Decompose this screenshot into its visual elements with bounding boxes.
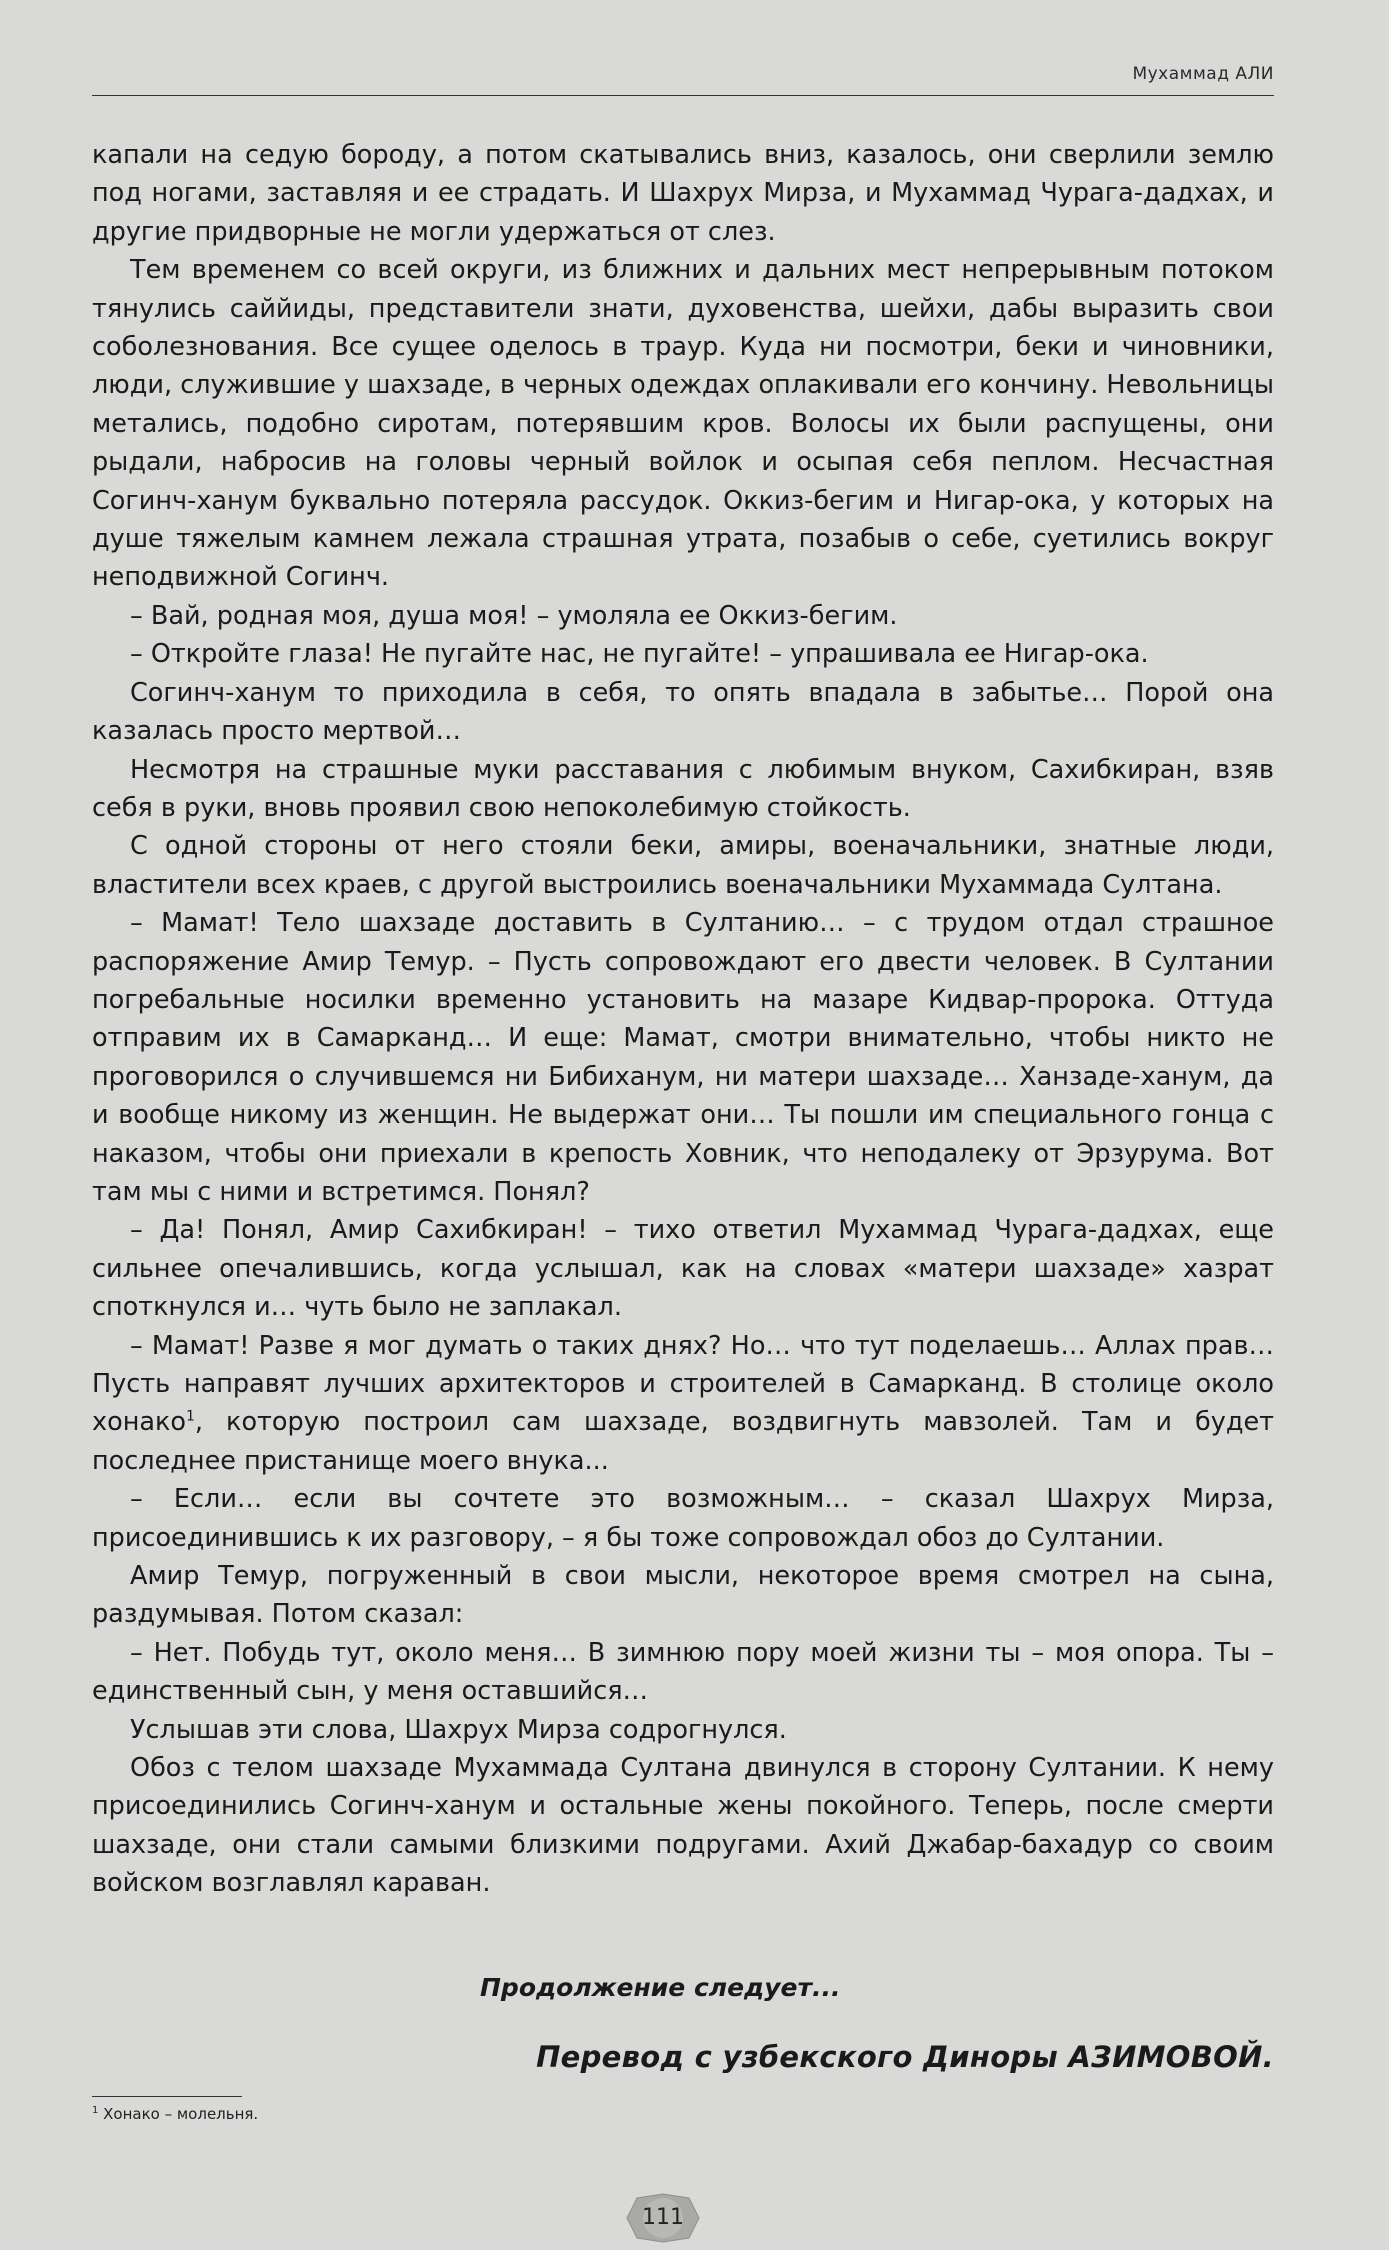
paragraph: – Если… если вы сочтете это возможным… – сказал Шахрух Мирза, присоединившись к их разговору, – я бы тоже сопровождал обоз до Султании. [92,1484,1274,1553]
paragraph: Несмотря на страшные муки расставания с любимым внуком, Сахибкиран, взяв себя в руки, вновь проявил свою непоколебимую стойкость. [92,754,1274,823]
footnote [92,2105,258,2123]
paragraph: – Нет. Побудь тут, около меня… В зимнюю пору моей жизни ты – моя опора. Ты – единственный сын, у меня оставшийся… [92,1637,1274,1707]
to-be-continued: Продолжение следует... [480,1973,841,2002]
paragraph-head: – Мамат! Разве я мог думать о таких днях? Но… что тут поделаешь… Аллах прав… Пусть направят лучших архитекторов и строителей в Самарканд. В столице около хонако [92,1330,1274,1438]
translator-credit: Перевод с узбекского Диноры АЗИМОВОЙ. [536,2040,1274,2074]
footnote-marker: 1 [92,2105,99,2116]
paragraph: капали на седую бороду, а потом скатывались вниз, казалось, они сверлили землю под ногами, заставляя и ее страдать. И Шахрух Мирза, и Мухаммад Чурага-дадхах, и другие придворные не могли удержаться от слез. [92,140,1274,247]
paragraph: Услышав эти слова, Шахрух Мирза содрогнулся. [130,1714,787,1745]
paragraph: Тем временем со всей округи, из ближних и дальних мест непрерывным потоком тянулись саййиды, представители знати, духовенства, шейхи, дабы выразить свои соболезнования. Все сущее оделось в траур. Куда ни посмотри, беки и чиновники, люди, служившие у шахзаде, в черных одеждах оплакивали его кончину. Невольницы метались, подобно сиротам, потерявшим кров. Волосы их были распущены, они рыдали, набросив на головы черный войлок и осыпая себя пеплом. Несчастная Согинч-ханум буквально потеряла рассудок. Оккиз-бегим и Нигар-ока, у которых на душе тяжелым камнем лежала страшная утрата, позабыв о себе, суетились вокруг неподвижной Согинч. [92,255,1274,593]
paragraph: – Мамат! Тело шахзаде доставить в Султанию… – с трудом отдал страшное распоряжение Амир Темур. – Пусть сопровождают его двести человек. В Султании погребальные носилки временно установить на мазаре Кидвар-пророка. Оттуда отправим их в Самарканд… И еще: Мамат, смотри внимательно, чтобы никто не проговорился о случившемся ни Бибиханум, ни матери шахзаде… Ханзаде-ханум, да и вообще никому из женщин. Не выдержат они… Ты пошли им специального гонца с наказом, чтобы они приехали в крепость Ховник, что неподалеку от Эрзурума. Вот там мы с ними и встретимся. Понял? [92,908,1274,1207]
paragraph: – Вай, родная моя, душа моя! – умоляла ее Оккиз-бегим. [130,600,898,631]
running-head-author: Мухаммад АЛИ [1132,64,1274,84]
paragraph: Обоз с телом шахзаде Мухаммада Султана двинулся в сторону Султании. К нему присоединились Согинч-ханум и остальные жены покойного. Теперь, после смерти шахзаде, они стали самыми близкими подругами. Ахий Джабар-бахадур со своим войском возглавлял караван. [92,1753,1274,1899]
paragraph: – Откройте глаза! Не пугайте нас, не пугайте! – упрашивала ее Нигар-ока. [130,639,1149,670]
paragraph: Амир Темур, погруженный в свои мысли, некоторое время смотрел на сына, раздумывая. Потом сказал: [92,1561,1274,1630]
paragraph-with-footnote [92,1327,1274,1481]
page-number: 111 [642,2205,684,2230]
paragraph: С одной стороны от него стояли беки, амиры, военачальники, знатные люди, властители всех краев, с другой выстроились военачальники Мухаммада Султана. [92,831,1274,900]
footnote-text: Хонако – молельня. [98,2105,259,2123]
paragraph-tail: , которую построил сам шахзаде, воздвигнуть мавзолей. Там и будет последнее пристанище моего внука... [92,1407,1274,1476]
paragraph: Согинч-ханум то приходила в себя, то опять впадала в забытье… Порой она казалась просто мертвой… [92,677,1274,747]
page-number-badge [615,2192,711,2244]
body-text [92,136,1274,1903]
paragraph: – Да! Понял, Амир Сахибкиран! – тихо ответил Мухаммад Чурага-дадхах, еще сильнее опечалившись, когда услышал, как на словах «матери шахзаде» хазрат споткнулся и… чуть было не заплакал. [92,1215,1274,1323]
header-rule [92,95,1274,96]
footnote-reference: 1 [186,1408,195,1425]
footnote-rule [92,2096,242,2097]
